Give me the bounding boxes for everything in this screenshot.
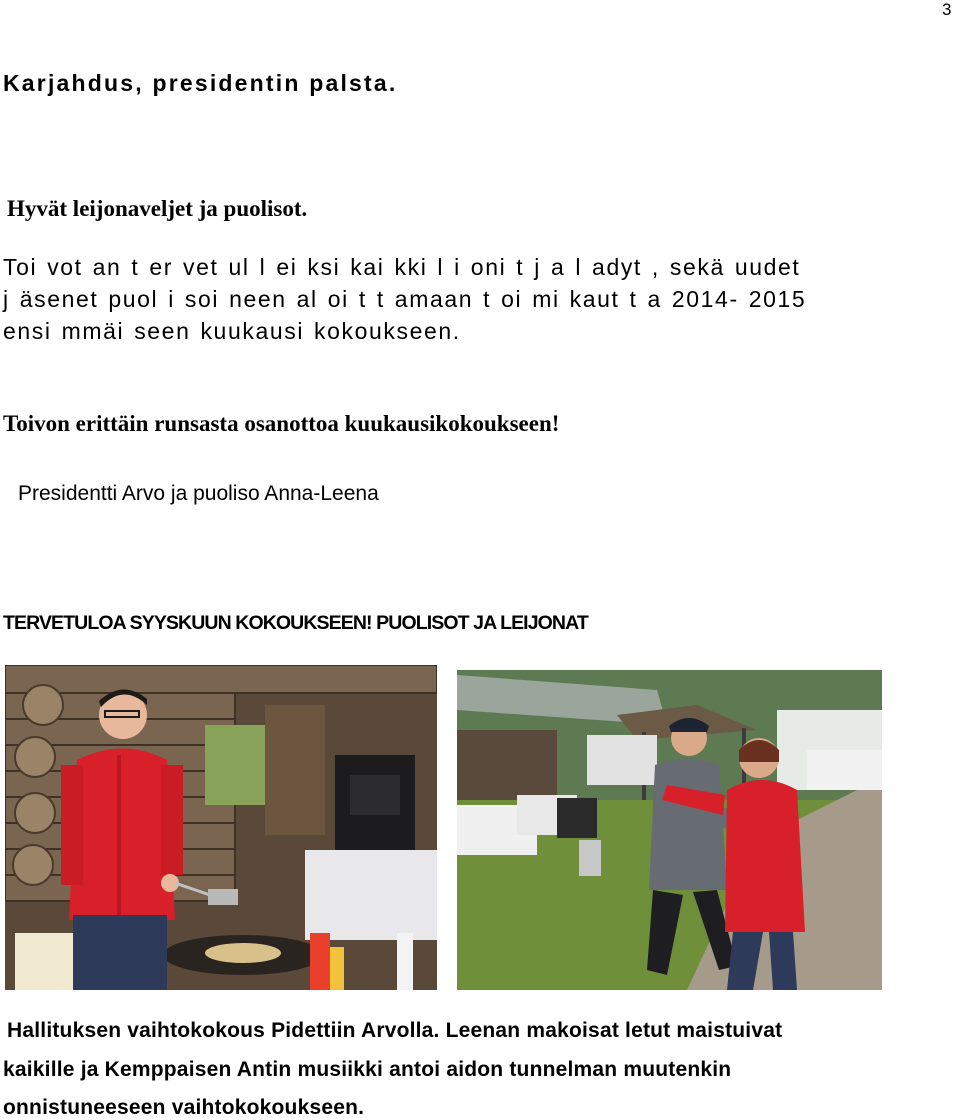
signature: Presidentti Arvo ja puoliso Anna-Leena xyxy=(18,482,379,505)
caption-line-2: kaikille ja Kemppaisen Antin musiikki antoi aidon tunnelman muutenkin xyxy=(3,1058,732,1081)
caption-line-3: onnistuneeseen vaihtokokoukseen. xyxy=(3,1096,365,1119)
intro-line-1: Toi vot an t er vet ul l ei ksi kai kki l i oni t j a l adyt , sekä uudet xyxy=(3,254,801,280)
page-title: Karjahdus, presidentin palsta. xyxy=(3,70,398,96)
page-number: 3 xyxy=(942,0,952,19)
photo-pancake-cooking xyxy=(5,665,437,990)
welcome-heading: TERVETULOA SYYSKUUN KOKOUKSEEN! PUOLISOT JA LEIJONAT xyxy=(3,612,588,634)
wish-text: Toivon erittäin runsasta osanottoa kuukausikokoukseen! xyxy=(3,411,560,436)
intro-line-2: j äsenet puol i soi neen al oi t t amaan t oi mi kaut t a 2014- 2015 xyxy=(3,286,807,312)
photo-dancing-couple xyxy=(457,670,882,990)
caption-line-1: Hallituksen vaihtokokous Pidettiin Arvolla. Leenan makoisat letut maistuivat xyxy=(7,1019,783,1042)
greeting: Hyvät leijonaveljet ja puolisot. xyxy=(7,196,308,221)
intro-line-3: ensi mmäi seen kuukausi kokoukseen. xyxy=(3,318,461,344)
